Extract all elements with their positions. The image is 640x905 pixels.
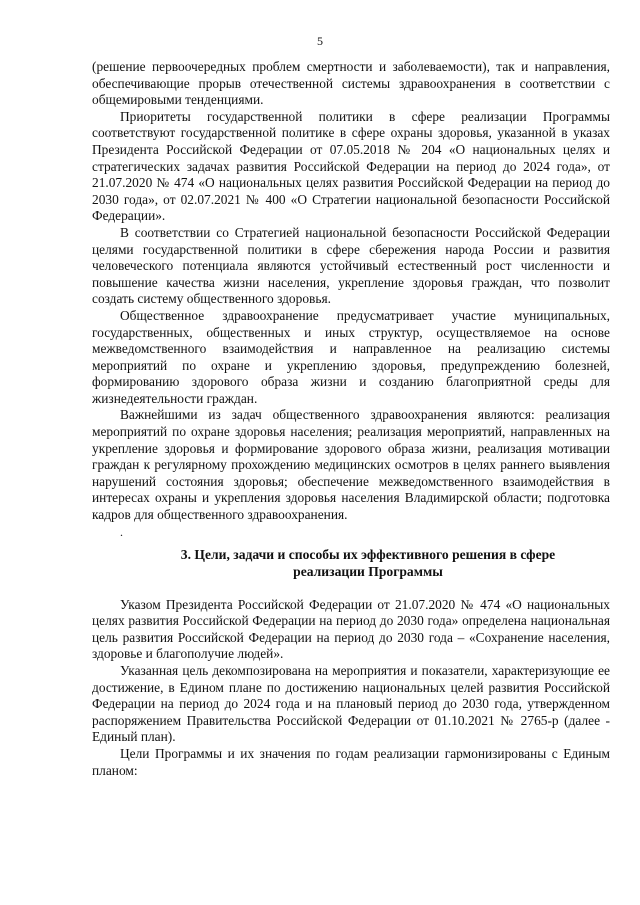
paragraph-continuation: (решение первоочередных проблем смертности и заболеваемости), так и направления, обеспечивающие прорыв отечественной системы здравоохранения в соответствии с общемировыми тенденциями. <box>92 59 610 108</box>
document-body <box>92 59 610 779</box>
paragraph-presidential-decree: Указом Президента Российской Федерации от 21.07.2020 № 474 «О национальных целях развития Российской Федерации на период до 2030 года» определена национальная цель развития Российской Федерации на период до 2030 года – «Сохранение населения, здоровье и благополучие людей». <box>92 596 610 662</box>
paragraph-public-health: Общественное здравоохранение предусматривает участие муниципальных, государственных, общественных и иных структур, осуществляемое на основе межведомственного взаимодействия и направленное на реализацию системы мероприятий по охране и укреплению здоровья, предупреждению болезней, формированию здорового образа жизни и созданию благоприятной среды для жизнедеятельности граждан. <box>92 307 610 406</box>
section-heading-line-1: 3. Цели, задачи и способы их эффективного решения в сфере <box>180 546 556 562</box>
page-number: 5 <box>317 34 323 48</box>
stray-mark-row <box>92 524 610 542</box>
paragraph-harmonized-goals: Цели Программы и их значения по годам реализации гармонизированы с Единым планом: <box>92 745 610 778</box>
paragraph-priorities: Приоритеты государственной политики в сфере реализации Программы соответствуют государственной политике в сфере охраны здоровья, указанной в указах Президента Российской Федерации от 07.05.2018 № 204 «О национальных целях и стратегических задачах развития Российской Федерации на период до 2024 года», от 21.07.2020 № 474 «О национальных целях развития Российской Федерации на период до 2030 года», от 02.07.2021 № 400 «О Стратегии национальной безопасности Российской Федерации». <box>92 108 610 224</box>
section-heading-line-2: реализации Программы <box>293 563 443 579</box>
section-heading <box>92 546 610 580</box>
spacer <box>92 580 610 597</box>
paragraph-decomposed-goal: Указанная цель декомпозирована на мероприятия и показатели, характеризующие ее достижение, в Едином плане по достижению национальных целей развития Российской Федерации на период до 2024 года и на плановый период до 2030 года, утвержденном распоряжением Правительства Российской Федерации от 01.10.2021 № 2765-р (далее - Единый план). <box>92 663 610 745</box>
stray-mark: . <box>120 524 123 539</box>
paragraph-key-tasks: Важнейшими из задач общественного здравоохранения являются: реализация мероприятий по охране здоровья населения; реализация мероприятий, направленных на укрепление здоровья и формирование здорового образа жизни, реализация мотивации граждан к регулярному прохождению медицинских осмотров в целях раннего выявления нарушений состояния здоровья; обеспечение межведомственного взаимодействия в интересах охраны и укрепления здоровья населения Владимирской области; подготовка кадров для общественного здравоохранения. <box>92 407 610 523</box>
paragraph-security-strategy: В соответствии со Стратегией национальной безопасности Российской Федерации целями государственной политики в сфере сбережения народа России и развития человеческого потенциала являются устойчивый естественный рост численности и повышение качества жизни населения, укрепление здоровья граждан, что позволит создать систему общественного здоровья. <box>92 224 610 307</box>
